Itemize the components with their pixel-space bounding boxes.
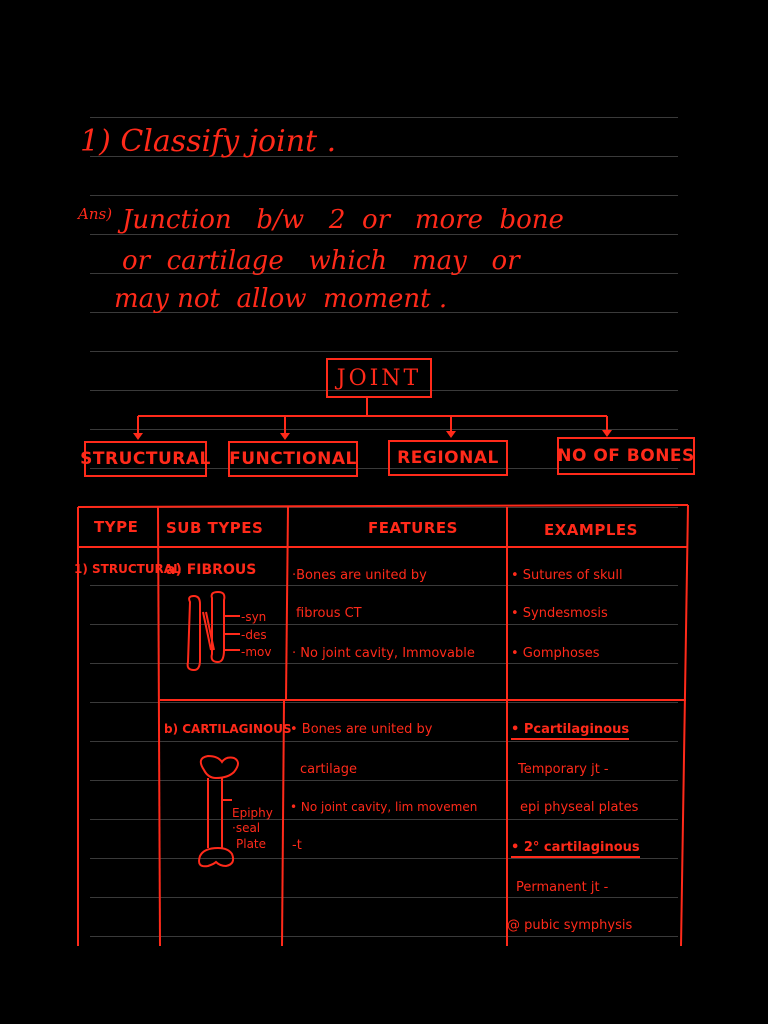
table-header-examples: EXAMPLES [544,521,638,539]
rule-line [90,819,678,820]
primary-cartilaginous-heading: • Pcartilaginous [511,722,629,740]
fibrous-example: • Syndesmosis [511,606,608,621]
subtype-cartilaginous: b) CARTILAGINOUS [164,722,292,736]
cartilaginous-example [511,840,640,855]
cartilaginous-feature: -t [292,838,302,853]
rule-line [90,702,678,703]
tree-node-no-of-bones: NO OF BONES [557,437,695,475]
table-header-type: TYPE [94,518,139,536]
cartilaginous-example: Permanent jt - [516,880,609,895]
fibrous-diagram-label: -des [241,628,267,642]
cartilaginous-example: epi physeal plates [520,800,639,815]
fibrous-example: • Sutures of skull [511,568,623,583]
rule-line [90,429,678,430]
fibrous-feature: fibrous CT [296,606,362,621]
cartilaginous-diagram-label: Plate [236,837,267,851]
question-text: 1) Classify joint . [80,124,337,159]
rule-line [90,585,678,586]
secondary-cartilaginous-heading: • 2° cartilaginous [511,840,640,858]
fibrous-example: • Gomphoses [511,646,600,661]
rule-line [90,624,678,625]
tree-root-joint: JOINT [326,358,432,398]
cartilaginous-example [511,722,629,737]
rule-line [90,546,678,547]
fibrous-feature: · No joint cavity, Immovable [292,646,475,661]
cartilaginous-example: @ pubic symphysis [507,918,633,933]
cartilaginous-diagram-label: ·seal [232,821,261,835]
cartilaginous-feature: • No joint cavity, lim movemen [290,800,478,814]
tree-node-structural: STRUCTURAL [84,441,207,477]
rule-line [90,117,678,118]
fibrous-feature: ·Bones are united by [292,568,427,583]
rule-line [90,741,678,742]
subtype-fibrous: a) FIBROUS [166,562,257,578]
rule-line [90,195,678,196]
fibrous-joint-sketch-icon [188,592,240,670]
fibrous-diagram-label: -mov [241,645,272,659]
answer-prefix: Ans) [78,205,113,223]
cartilaginous-diagram-label: Epiphy [232,806,273,820]
type-structural: 1) STRUCTURAL [74,562,181,576]
tree-node-regional: REGIONAL [388,440,508,476]
table-header-sub-types: SUB TYPES [166,519,264,537]
rule-line [90,507,678,508]
rule-line [90,780,678,781]
tree-node-functional: FUNCTIONAL [228,441,358,477]
answer-line-2: or cartilage which may or [122,246,520,276]
cartilaginous-feature: cartilage [300,762,357,777]
answer-line-3: may not allow moment . [114,284,448,314]
rule-line [90,936,678,937]
rule-line [90,858,678,859]
rule-line [90,351,678,352]
rule-line [90,897,678,898]
table-header-features: FEATURES [368,519,458,537]
fibrous-diagram-label: -syn [241,610,267,624]
rule-line [90,663,678,664]
answer-line-1: Junction b/w 2 or more bone [122,205,564,235]
cartilaginous-example: Temporary jt - [518,762,609,777]
cartilaginous-feature: • Bones are united by [290,722,433,737]
